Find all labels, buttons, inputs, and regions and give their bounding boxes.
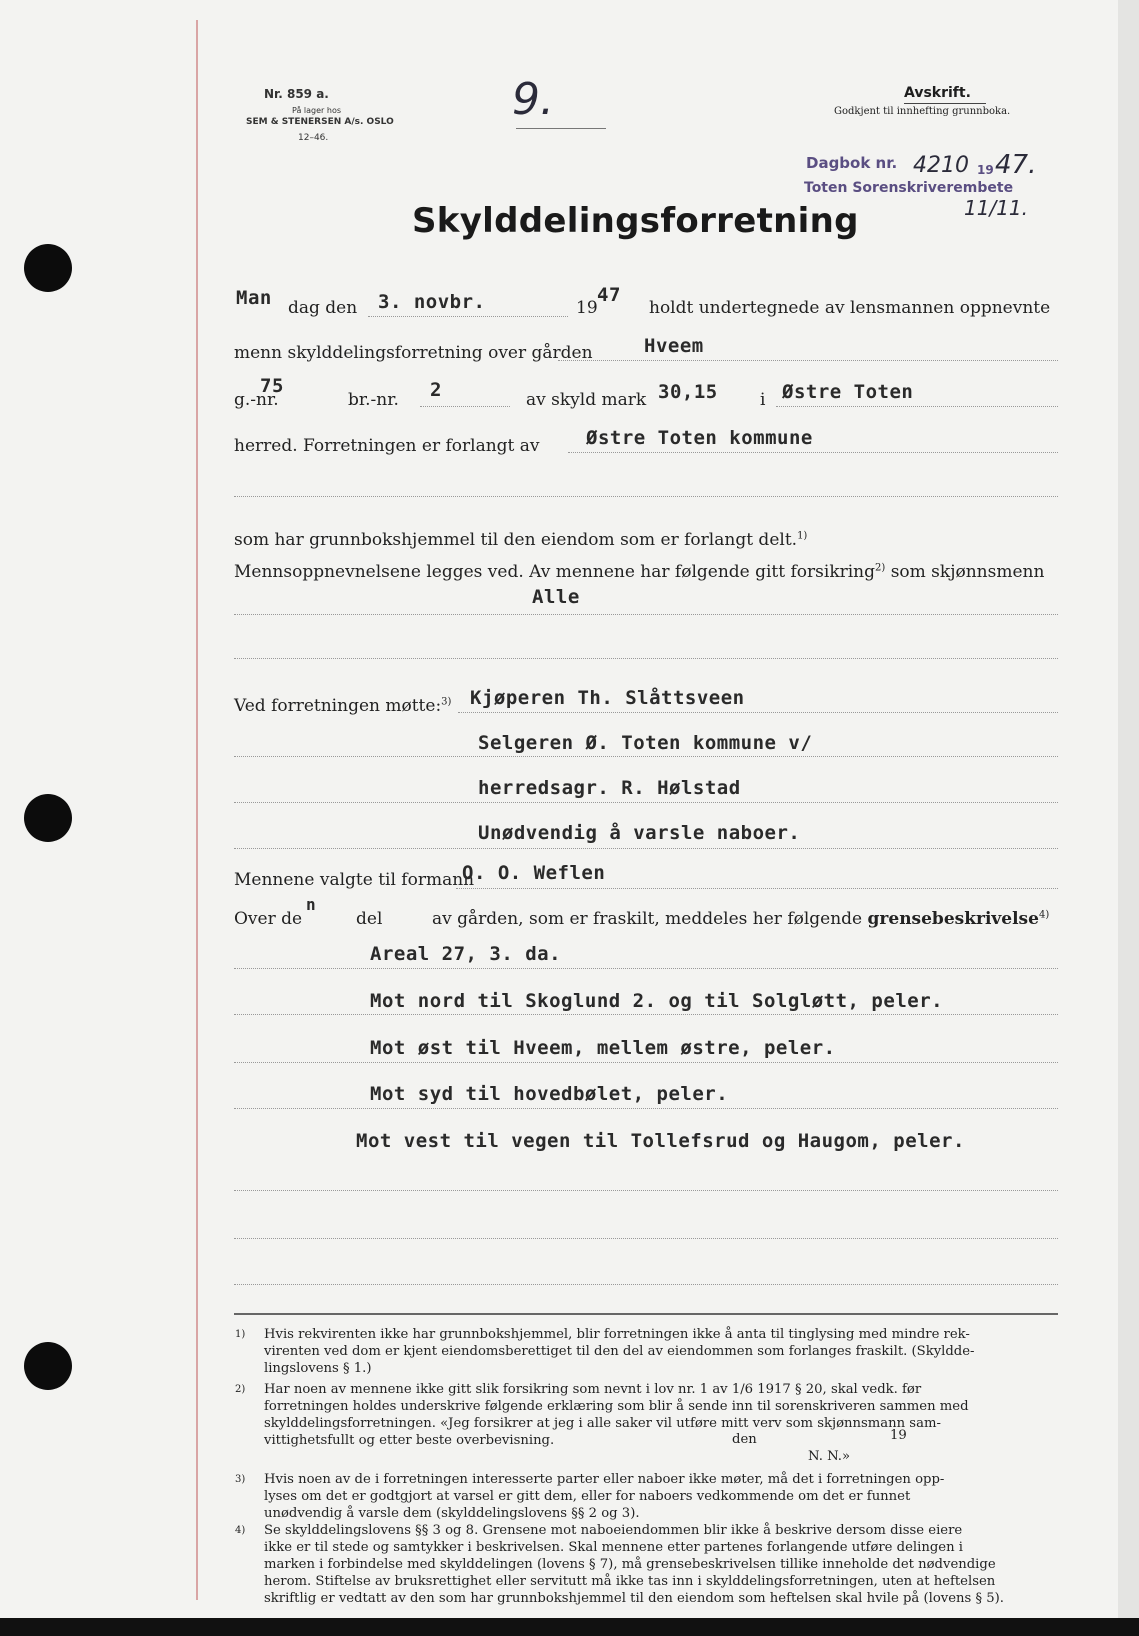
attendee-dotted-line-4 — [234, 848, 1058, 849]
attended-label-main: Ved forretningen møtte: — [234, 696, 442, 716]
attendee-1: Kjøperen Th. Slåttsveen — [470, 687, 745, 709]
bnr-value: 2 — [430, 379, 442, 401]
blank-line-6 — [234, 1284, 1058, 1285]
over-tail-text: av gården, som er fraskilt, meddeles her følgende — [432, 909, 863, 929]
stamp-date: 11/11. — [964, 196, 1028, 220]
footnote-2-line: forretningen holdes underskrive følgende erklæring som blir å sende inn til sorenskriveren sammen med — [264, 1399, 969, 1414]
footnote-4-number: 4) — [235, 1525, 246, 1536]
diary-label: Dagbok nr. — [806, 154, 898, 172]
municipality-dotted-line — [776, 406, 1058, 407]
attendee-dotted-line-2 — [234, 756, 1058, 757]
attendee-3: herredsagr. R. Hølstad — [478, 777, 741, 799]
footnote-2-year: 19 — [890, 1428, 907, 1443]
scan-edge-right — [1118, 0, 1139, 1636]
chairman-label: Mennene valgte til formann — [234, 870, 475, 890]
footnote-4-line: Se skylddelingslovens §§ 3 og 8. Grensene mot naboeiendommen blir ikke å beskrive dersom disse eiere — [264, 1523, 963, 1538]
boundary-dotted-line-4 — [234, 1108, 1058, 1109]
held-text: holdt undertegnede av lensmannen oppnevnte — [649, 298, 1051, 318]
footnote-2-number: 2) — [235, 1384, 246, 1395]
margin-line — [196, 20, 198, 1600]
footnote-4-line: skriftlig er vedtatt av den som har grunnbokshjemmel til den eiendom som heftelsen skal hvile på (lovens § 5). — [264, 1591, 1004, 1606]
boundary-line-4: Mot syd til hovedbølet, peler. — [370, 1083, 729, 1105]
del-label: del — [356, 909, 383, 929]
weekday: Man — [236, 287, 272, 309]
footnote-1-line: Hvis rekvirenten ikke har grunnbokshjemmel, blir forretningen ikke å anta til tinglysing med mindre rek- — [264, 1327, 970, 1342]
attendee-4: Unødvendig å varsle naboer. — [478, 822, 801, 844]
punch-hole-bottom — [24, 1342, 72, 1390]
form-number: Nr. 859 a. — [264, 87, 329, 101]
footnote-1 — [235, 1326, 975, 1377]
diary-number: 4210 — [913, 153, 969, 178]
footnote-1-line: lingslovens § 1.) — [264, 1361, 372, 1376]
footnote-separator — [234, 1313, 1058, 1315]
publisher-line-2: SEM & STENERSEN A/s. OSLO — [246, 117, 394, 127]
boundary-line-2: Mot nord til Skoglund 2. og til Solgløtt, peler. — [370, 990, 944, 1012]
copy-label: Avskrift. — [904, 85, 971, 101]
punch-hole-top — [24, 244, 72, 292]
punch-hole-middle — [24, 794, 72, 842]
diary-year-suffix: 47. — [995, 150, 1037, 180]
boundary-footnote-ref: 4) — [1038, 909, 1050, 921]
year-prefix: 19 — [576, 298, 598, 318]
document-title: Skylddelingsforretning — [412, 201, 859, 241]
boundary-dotted-line-2 — [234, 1014, 1058, 1015]
publisher-line-1: På lager hos — [292, 106, 341, 115]
blank-line-2 — [234, 614, 1058, 615]
chairman-name: O. O. Weflen — [462, 862, 606, 884]
footnote-2 — [235, 1381, 969, 1449]
attendee-2: Selgeren Ø. Toten kommune v/ — [478, 732, 813, 754]
date-dotted-line — [368, 316, 568, 317]
farm-dotted-line — [558, 360, 1058, 361]
footnote-4-line: marken i forbindelse med skylddelingen (lovens § 7), må grensebeskrivelsen tillike inneholde det nødvendige — [264, 1557, 996, 1572]
grunnbok-text-main: som har grunnbokshjemmel til den eiendom som er forlangt delt. — [234, 530, 798, 550]
footnote-2-den: den — [732, 1432, 757, 1447]
requested-dotted-line — [568, 452, 1058, 453]
footnote-3 — [235, 1471, 945, 1522]
oppnevnelse-tail: som skjønnsmenn — [890, 562, 1045, 582]
blank-line-1 — [234, 496, 1058, 497]
blank-line-5 — [234, 1238, 1058, 1239]
i-label: i — [760, 390, 766, 410]
attendee-dotted-line-1 — [458, 712, 1058, 713]
skyld-value: 30,15 — [658, 381, 718, 403]
chairman-dotted-line — [456, 888, 1058, 889]
approved-label: Godkjent til innhefting grunnboka. — [834, 106, 1011, 117]
footnote-3-line: Hvis noen av de i forretningen interesserte parter eller naboer ikke møter, må det i forretningen opp- — [264, 1472, 945, 1487]
boundary-dotted-line-1 — [234, 968, 1058, 969]
footnote-3-line: unødvendig å varsle dem (skylddelingslovens §§ 2 og 3). — [264, 1506, 640, 1521]
boundary-line-5: Mot vest til vegen til Tollefsrud og Haugom, peler. — [356, 1130, 965, 1152]
diary-year-prefix: 19 — [977, 163, 994, 177]
copy-underline — [904, 103, 986, 104]
boundary-dotted-line-3 — [234, 1062, 1058, 1063]
farm-label: menn skylddelingsforretning over gården — [234, 343, 593, 363]
year-suffix: 47 — [597, 284, 621, 306]
herred-text: herred. Forretningen er forlangt av — [234, 436, 540, 456]
oppnevnelse-text — [234, 562, 1044, 582]
footnote-2-line: Har noen av mennene ikke gitt slik forsikring som nevnt i lov nr. 1 av 1/6 1917 § 20, skal vedk. før — [264, 1382, 922, 1397]
over-label: Over de — [234, 909, 303, 929]
attendee-dotted-line-3 — [234, 802, 1058, 803]
footnote-1-number: 1) — [235, 1329, 246, 1340]
page-number: 9. — [512, 74, 554, 125]
page-number-underline — [516, 128, 606, 129]
boundary-description-label: grensebeskrivelse — [867, 909, 1039, 929]
publisher-date: 12–46. — [298, 133, 329, 143]
scan-edge-bottom — [0, 1618, 1139, 1636]
office-stamp: Toten Sorenskriverembete — [804, 180, 1014, 196]
date-value: 3. novbr. — [378, 291, 486, 313]
gnr-label: g.-nr. — [234, 390, 279, 410]
dag-den-label: dag den — [288, 298, 358, 318]
footnote-2-line: skylddelingsforretningen. «Jeg forsikrer at jeg i alle saker vil utføre mitt verv som skjønnsmann sam- — [264, 1416, 941, 1431]
footnote-3-line: lyses om det er godtgjort at varsel er gitt dem, eller for naboers vedkommende om det er funnet — [264, 1489, 911, 1504]
footnote-2-line: vittighetsfullt og etter beste overbevisning. — [264, 1433, 555, 1448]
footnote-4-line: ikke er til stede og samtykker i beskrivelsen. Skal mennene etter partenes forlangende utføre delingen i — [264, 1540, 964, 1555]
footnote-2-signature: N. N.» — [808, 1449, 851, 1464]
skyld-label: av skyld mark — [526, 390, 647, 410]
farm-name: Hveem — [644, 335, 704, 357]
footnote-3-number: 3) — [235, 1474, 246, 1485]
blank-line-4 — [234, 1190, 1058, 1191]
blank-line-3 — [234, 658, 1058, 659]
requested-by: Østre Toten kommune — [586, 427, 813, 449]
grunnbok-footnote-ref: 1) — [797, 530, 808, 542]
oppnevnelse-footnote-ref: 2) — [875, 562, 886, 574]
insured-persons: Alle — [532, 586, 580, 608]
attended-label — [234, 696, 451, 716]
over-superscript: n — [306, 895, 317, 914]
municipality: Østre Toten — [782, 381, 914, 403]
boundary-line-3: Mot øst til Hveem, mellem østre, peler. — [370, 1037, 836, 1059]
boundary-line-1: Areal 27, 3. da. — [370, 943, 562, 965]
footnote-1-line: virenten ved dom er kjent eiendomsberettiget til den del av eiendommen som forlanges fraskilt. (Skyldde- — [264, 1344, 975, 1359]
grunnbok-text — [234, 530, 807, 550]
bnr-dotted-line — [420, 406, 510, 407]
oppnevnelse-text-main: Mennsoppnevnelsene legges ved. Av mennene har følgende gitt forsikring — [234, 562, 876, 582]
footnote-4-line: herom. Stiftelse av bruksrettighet eller servitutt må ikke tas inn i skylddelingsforretningen, uten at heftelsen — [264, 1574, 996, 1589]
bnr-label: br.-nr. — [348, 390, 399, 410]
over-tail — [432, 909, 1049, 929]
footnote-4 — [235, 1522, 1004, 1607]
attended-footnote-ref: 3) — [441, 696, 452, 708]
gnr-value: 75 — [260, 375, 284, 397]
